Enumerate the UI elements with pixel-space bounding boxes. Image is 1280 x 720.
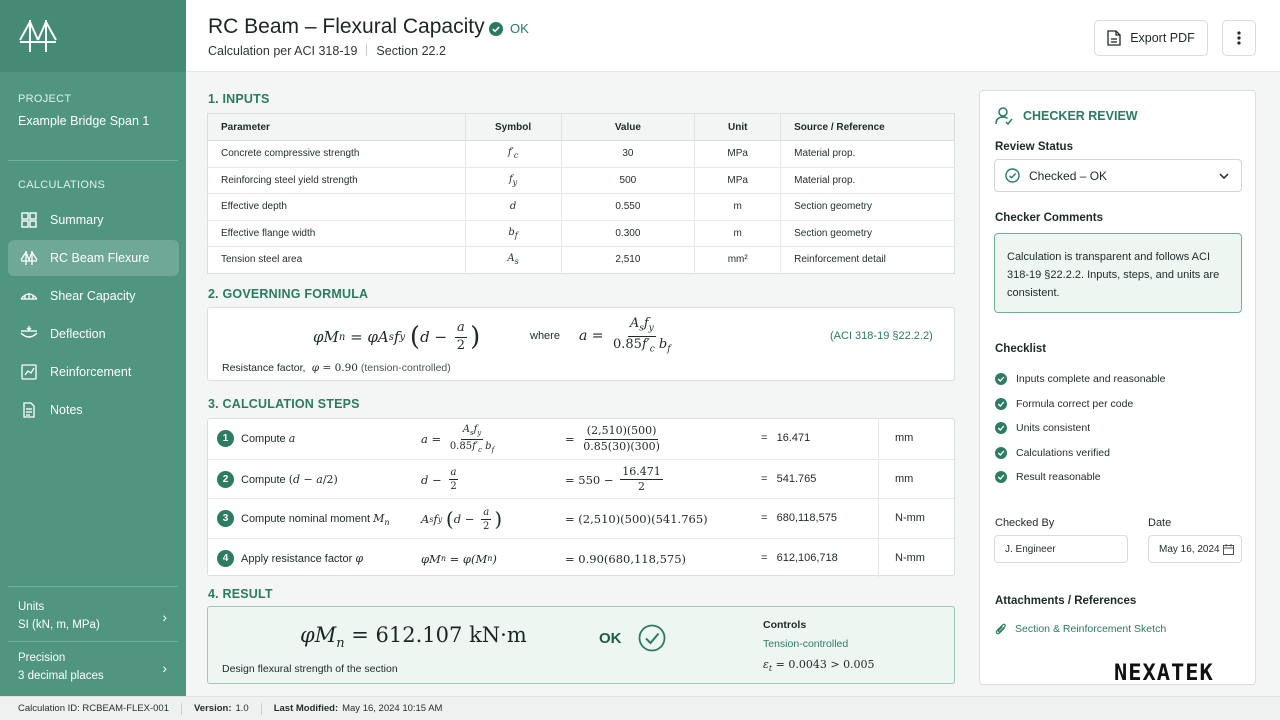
param-cell: Reinforcing steel yield strength xyxy=(208,167,466,194)
source-cell: Reinforcement detail xyxy=(781,247,955,274)
more-vertical-icon xyxy=(1237,31,1241,45)
sidebar-item-reinforcement[interactable] xyxy=(8,354,179,390)
value-cell: 0.300 xyxy=(561,220,695,247)
value-cell: 2,510 xyxy=(561,247,695,274)
shear-icon xyxy=(20,287,38,305)
project-label: PROJECT xyxy=(18,93,72,105)
project-name[interactable]: Example Bridge Span 1 xyxy=(18,114,150,128)
source-cell: Material prop. xyxy=(781,141,955,168)
page-title: RC Beam – Flexural Capacity xyxy=(208,15,485,38)
checklist-item[interactable]: Calculations verified xyxy=(995,447,1110,459)
param-cell: Concrete compressive strength xyxy=(208,141,466,168)
checker-review-title: CHECKER REVIEW xyxy=(1023,109,1138,123)
unit-cell: MPa xyxy=(695,141,781,168)
checked-by-label: Checked By xyxy=(995,517,1055,529)
governing-equation: φM n = φA s f y ( d − $\frac{a}{2}$ ) xyxy=(313,320,481,353)
column-header: Value xyxy=(561,114,695,141)
units-value: SI (kN, m, MPa) xyxy=(18,619,100,631)
attachment-link[interactable]: Section & Reinforcement Sketch xyxy=(995,622,1166,635)
document-icon xyxy=(1107,30,1121,46)
sidebar-item-label: Summary xyxy=(50,213,104,227)
sidebar-item-notes[interactable] xyxy=(8,392,179,428)
strain-check: $\varepsilon_t = 0.0043 > 0.005$ xyxy=(763,658,875,674)
step-unit: N-mm xyxy=(878,539,925,578)
table-row xyxy=(208,194,955,221)
table-row xyxy=(208,141,955,168)
calculation-id: Calculation ID: RCBEAM-FLEX-001 xyxy=(18,703,169,714)
symbol-cell: d xyxy=(465,194,561,221)
section-reference: Section 22.2 xyxy=(376,44,446,58)
resistance-label: Resistance factor, xyxy=(222,362,306,374)
chart-icon xyxy=(20,363,38,381)
deflection-icon xyxy=(20,325,38,343)
bridge-icon xyxy=(20,249,38,267)
chevron-down-icon xyxy=(1219,173,1229,179)
step-substitution: = (2,510)(500)(541.765) xyxy=(565,512,708,526)
phi-value: 0.90 xyxy=(334,362,358,374)
checklist-item[interactable]: Inputs complete and reasonable xyxy=(995,373,1165,385)
table-row xyxy=(208,167,955,194)
export-pdf-button[interactable] xyxy=(1094,20,1208,56)
unit-cell: m xyxy=(695,220,781,247)
check-circle-icon xyxy=(489,22,503,36)
result-status: OK xyxy=(599,630,622,647)
checklist-item[interactable]: Formula correct per code xyxy=(995,398,1133,410)
param-cell: Effective flange width xyxy=(208,220,466,247)
step-unit: mm xyxy=(878,460,913,499)
result-panel xyxy=(207,606,955,684)
checklist-item[interactable]: Units consistent xyxy=(995,422,1090,434)
page-header xyxy=(186,0,1280,72)
checker-comments-label: Checker Comments xyxy=(995,212,1104,224)
column-header: Source / Reference xyxy=(781,114,955,141)
export-label: Export PDF xyxy=(1130,31,1195,45)
date-value: May 16, 2024 xyxy=(1159,543,1220,555)
checker-comments-textarea[interactable]: Calculation is transparent and follows ACI 318-19 §22.2.2. Inputs, steps, and units are consistent. xyxy=(994,233,1242,313)
check-circle-outline-icon xyxy=(1005,168,1020,183)
check-icon xyxy=(995,373,1007,385)
modified-value: May 16, 2024 10:15 AM xyxy=(342,703,443,714)
phi-note: (tension-controlled) xyxy=(360,362,451,374)
chevron-right-icon: › xyxy=(162,609,167,625)
value-cell: 500 xyxy=(561,167,695,194)
status-text: OK xyxy=(510,21,529,36)
step-result: = 541.765 xyxy=(761,472,817,485)
step-number: 3 xyxy=(217,510,234,527)
column-header: Symbol xyxy=(465,114,561,141)
check-icon xyxy=(995,422,1007,434)
formula-section-title: 2. GOVERNING FORMULA xyxy=(208,287,369,301)
step-description: Compute (d − a/2) xyxy=(241,472,338,486)
step-number: 4 xyxy=(217,550,234,567)
calculation-steps-table xyxy=(207,418,955,576)
review-status-value: Checked – OK xyxy=(1029,168,1108,183)
step-row xyxy=(208,419,956,459)
step-equation: a = $\frac{A_sf_y}{0.85f'_c b_f}$ xyxy=(421,423,495,454)
checklist-label: Checklist xyxy=(995,343,1047,355)
divider xyxy=(8,160,178,161)
inputs-section-title: 1. INPUTS xyxy=(208,92,270,106)
notes-icon xyxy=(20,401,38,419)
table-header-row xyxy=(208,114,955,141)
controls-label: Controls xyxy=(763,619,807,631)
steps-section-title: 3. CALCULATION STEPS xyxy=(208,397,360,411)
code-reference: Calculation per ACI 318-19 xyxy=(208,44,358,58)
param-cell: Tension steel area xyxy=(208,247,466,274)
version-value: 1.0 xyxy=(235,703,249,714)
sidebar-item-label: Notes xyxy=(50,403,83,417)
step-equation: d − $\frac{a}{2}$ xyxy=(421,467,457,492)
sidebar-item-label: RC Beam Flexure xyxy=(50,251,150,265)
sidebar-item-label: Shear Capacity xyxy=(50,289,136,303)
step-unit: mm xyxy=(878,419,913,458)
sidebar-item-shear-capacity[interactable] xyxy=(8,278,179,314)
step-result: = 612,106,718 xyxy=(761,551,838,564)
result-section-title: 4. RESULT xyxy=(208,587,273,601)
step-description: Compute a xyxy=(241,432,296,445)
check-icon xyxy=(995,471,1007,483)
divider xyxy=(8,641,178,642)
date-input[interactable] xyxy=(1148,535,1242,563)
unit-cell: MPa xyxy=(695,167,781,194)
divider xyxy=(8,586,178,587)
step-row xyxy=(208,498,956,538)
table-row xyxy=(208,247,955,274)
table-row xyxy=(208,220,955,247)
sidebar-logo-area xyxy=(0,0,186,72)
depth-equation: a = $\frac{A_sf_y}{0.85f'_c b_f}$ xyxy=(579,316,671,355)
brand-logo: NEXATEK xyxy=(1114,661,1214,686)
inputs-table xyxy=(207,113,955,274)
checklist-item[interactable]: Result reasonable xyxy=(995,471,1101,483)
sidebar-item-label: Deflection xyxy=(50,327,106,341)
sidebar-item-deflection[interactable] xyxy=(8,316,179,352)
step-description: Apply resistance factor φ xyxy=(241,551,364,565)
result-caption: Design flexural strength of the section xyxy=(222,663,398,675)
precision-label: Precision xyxy=(18,652,66,664)
resistance-factor-line: Resistance factor, φ = 0.90 (tension-controlled) xyxy=(222,362,451,374)
step-unit: N-mm xyxy=(878,499,925,538)
step-description: Compute nominal moment $M_n$ xyxy=(241,512,390,528)
version-label: Version: xyxy=(194,703,232,714)
step-number: 1 xyxy=(217,430,234,447)
date-label: Date xyxy=(1148,517,1172,529)
symbol-cell: $f'_c$ xyxy=(465,141,561,168)
check-icon xyxy=(995,398,1007,410)
unit-cell: mm² xyxy=(695,247,781,274)
units-setting[interactable] xyxy=(18,598,173,634)
checker-review-panel xyxy=(979,90,1256,685)
paperclip-icon xyxy=(995,622,1007,635)
step-equation: φM n = φ ( M n ) xyxy=(421,551,497,566)
step-result: = 16.471 xyxy=(761,432,811,444)
step-number: 2 xyxy=(217,471,234,488)
step-row xyxy=(208,459,956,499)
source-cell: Material prop. xyxy=(781,167,955,194)
value-cell: 30 xyxy=(561,141,695,168)
precision-setting[interactable] xyxy=(18,649,173,685)
precision-value: 3 decimal places xyxy=(18,670,104,682)
page-subtitle xyxy=(208,44,446,58)
symbol-cell: $b_f$ xyxy=(465,220,561,247)
user-check-icon xyxy=(994,106,1014,126)
result-value: $\varphi M_n = 612.107$ kN·m xyxy=(300,623,527,652)
review-status-label: Review Status xyxy=(995,141,1073,153)
param-cell: Effective depth xyxy=(208,194,466,221)
status-badge xyxy=(489,21,529,36)
check-circle-icon xyxy=(638,624,666,652)
symbol-cell: $f_y$ xyxy=(465,167,561,194)
where-label: where xyxy=(530,330,560,342)
review-status-select[interactable] xyxy=(994,159,1242,192)
more-options-button[interactable] xyxy=(1222,20,1256,56)
calculations-label: CALCULATIONS xyxy=(18,179,106,191)
source-cell: Section geometry xyxy=(781,194,955,221)
source-cell: Section geometry xyxy=(781,220,955,247)
calendar-icon xyxy=(1223,544,1234,555)
bridge-logo-icon xyxy=(18,16,58,56)
sidebar-item-summary[interactable] xyxy=(8,202,179,238)
controls-value: Tension-controlled xyxy=(763,638,849,650)
column-header: Parameter xyxy=(208,114,466,141)
column-header: Unit xyxy=(695,114,781,141)
sidebar-item-label: Reinforcement xyxy=(50,365,132,379)
step-substitution: = 0.90(680,118,575) xyxy=(565,551,687,566)
units-label: Units xyxy=(18,601,45,613)
code-clause-reference: (ACI 318-19 §22.2.2) xyxy=(830,330,933,342)
step-substitution: = $\frac{(2,510)(500)}{0.85(30)(300)}$ xyxy=(565,424,660,453)
grid-icon xyxy=(20,211,38,229)
step-equation: A s f y ( d − $\frac{a}{2}$ ) xyxy=(421,506,503,532)
chevron-right-icon: › xyxy=(162,660,167,676)
check-icon xyxy=(995,447,1007,459)
checked-by-input[interactable]: J. Engineer xyxy=(994,535,1128,563)
attachments-label: Attachments / References xyxy=(995,595,1137,607)
status-bar xyxy=(0,696,1280,720)
sidebar xyxy=(0,0,186,696)
step-result: = 680,118,575 xyxy=(761,512,837,524)
sidebar-item-rc-beam-flexure[interactable] xyxy=(8,240,179,276)
modified-label: Last Modified: xyxy=(273,703,339,714)
step-row xyxy=(208,538,956,578)
value-cell: 0.550 xyxy=(561,194,695,221)
step-substitution: = 550 − $\frac{16.471}{2}$ xyxy=(565,464,661,493)
symbol-cell: $A_s$ xyxy=(465,247,561,274)
formula-panel xyxy=(207,307,955,381)
unit-cell: m xyxy=(695,194,781,221)
